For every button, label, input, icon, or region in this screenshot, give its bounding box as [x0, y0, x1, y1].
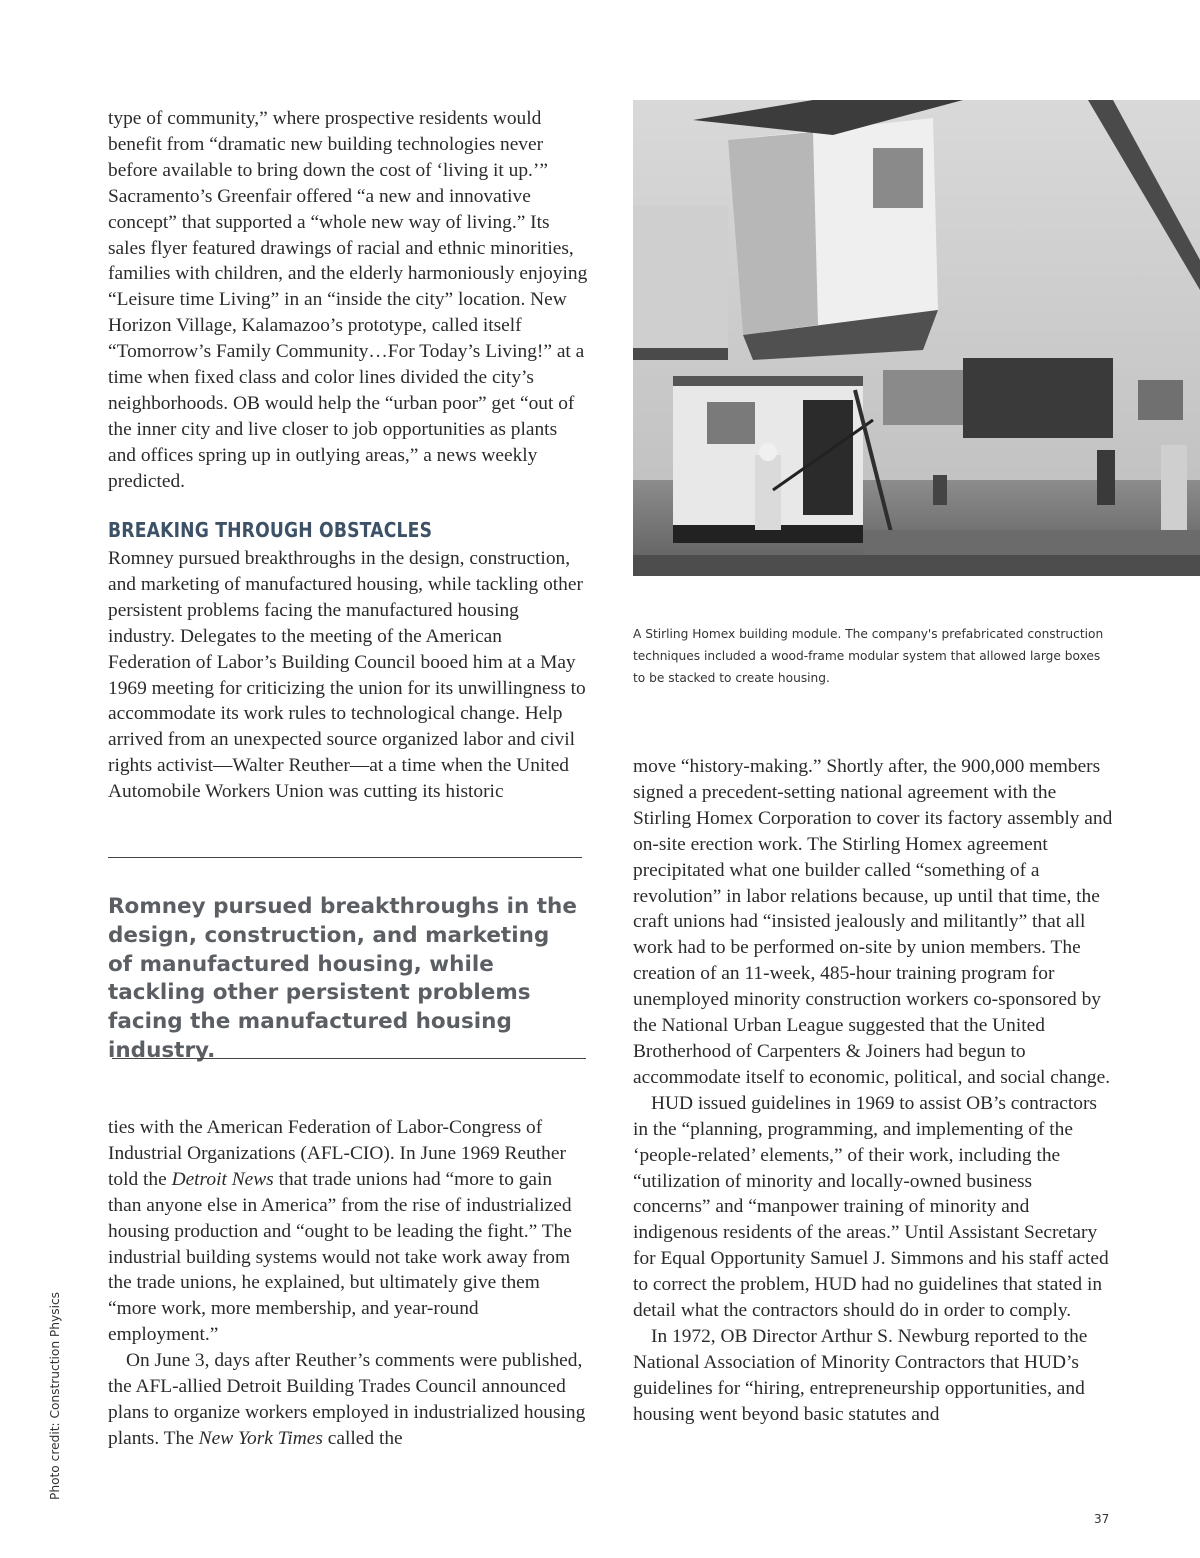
- body-paragraph: move “history-making.” Shortly after, the 900,000 members signed a precedent-setting national agreement with the Stirling Homex Corporation to cover its factory assembly and on-site erection work. The Stirling Homex agreement precipitated what one builder called “something of a revolution” in labor relations because, up until that time, the craft unions had “insisted jealously and militantly” that all work had to be performed on-site by union members. The creation of an 11-week, 485-hour training program for unemployed minority construction workers co-sponsored by the National Urban League suggested that the United Brotherhood of Carpenters & Joiners had begun to accommodate itself to economic, political, and social change.: [633, 756, 1113, 1088]
- pullquote: Romney pursued breakthroughs in the design, construction, and marketing of manufactured housing, while tackling other persistent problems facing the manufactured housing industry.: [108, 894, 577, 1063]
- body-paragraph: In 1972, OB Director Arthur S. Newburg reported to the National Association of Minority Contractors that HUD’s guidelines for “hiring, entrepreneurship opportunities, and housing went beyond basic statutes and: [633, 1325, 1088, 1425]
- body-paragraph: On June 3, days after Reuther’s comments were published, the AFL-allied Detroit Building Trades Council announced plans to organize workers employed in industrialized housing plants. The New York Times called the: [108, 1350, 586, 1449]
- page-number: 37: [1094, 1512, 1110, 1526]
- left-column-top: [108, 106, 588, 495]
- photo-credit: Photo credit: Construction Physics: [48, 1291, 62, 1500]
- photo-caption: A Stirling Homex building module. The company's prefabricated construction techniques included a wood-frame modular system that allowed large boxes to be stacked to create housing.: [633, 627, 1104, 685]
- construction-photo: [633, 100, 1200, 576]
- body-paragraph: type of community,” where prospective residents would benefit from “dramatic new building technologies never before available to bring down the cost of ‘living it up.’” Sacramento’s Greenfair offered “a new and innovative concept” that supported a “whole new way of living.” Its sales flyer featured drawings of racial and ethnic minorities, families with children, and the elderly harmoniously enjoying “Leisure time Living” in an “inside the city” location. New Horizon Village, Kalamazoo’s prototype, called itself “Tomorrow’s Family Community…For Today’s Living!” at a time when fixed class and color lines divided the city’s neighborhoods. OB would help the “urban poor” get “out of the inner city and live closer to job opportunities as plants and offices spring up in outlying areas,” a news weekly predicted.: [108, 108, 588, 492]
- section-heading: BREAKING THROUGH OBSTACLES: [108, 518, 433, 542]
- publication-title: New York Times: [198, 1427, 323, 1449]
- body-paragraph: Romney pursued breakthroughs in the design, construction, and marketing of manufactured housing, while tackling other persistent problems facing the manufactured housing industry. Delegates to the meeting of the American Federation of Labor’s Building Council booed him at a May 1969 meeting for criticizing the union for its unwillingness to accommodate its work rules to technological change. Help arrived from an unexpected source organized labor and civil rights activist—Walter Reuther—at a time when the United Automobile Workers Union was cutting its historic: [108, 548, 586, 803]
- body-paragraph: ties with the American Federation of Labor-Congress of Industrial Organizations (AFL-CIO). In June 1969 Reuther told the Detroit News that trade unions had “more to gain than anyone else in America” from the rise of industrialized housing production and “ought to be leading the fight.” The industrial building systems would not take work away from the trade unions, he explained, but ultimately give them “more work, more membership, and year-round employment.”: [108, 1117, 572, 1346]
- body-paragraph: HUD issued guidelines in 1969 to assist OB’s contractors in the “planning, programming, and implementing of the ‘people-related’ elements,” of their work, including the “utilization of minority and locally-owned business concerns” and “manpower training of minority and indigenous residents of the areas.” Until Assistant Secretary for Equal Opportunity Samuel J. Simmons and his staff acted to correct the problem, HUD had no guidelines that stated in detail what the contractors should do in order to comply.: [633, 1092, 1109, 1322]
- pullquote-bottom-rule: [112, 1058, 586, 1059]
- right-column-text: [633, 754, 1113, 1428]
- left-column-bottom: [108, 1115, 588, 1452]
- left-column-section: [108, 546, 588, 805]
- publication-title: Detroit News: [171, 1168, 274, 1190]
- pullquote-top-rule: [108, 857, 582, 858]
